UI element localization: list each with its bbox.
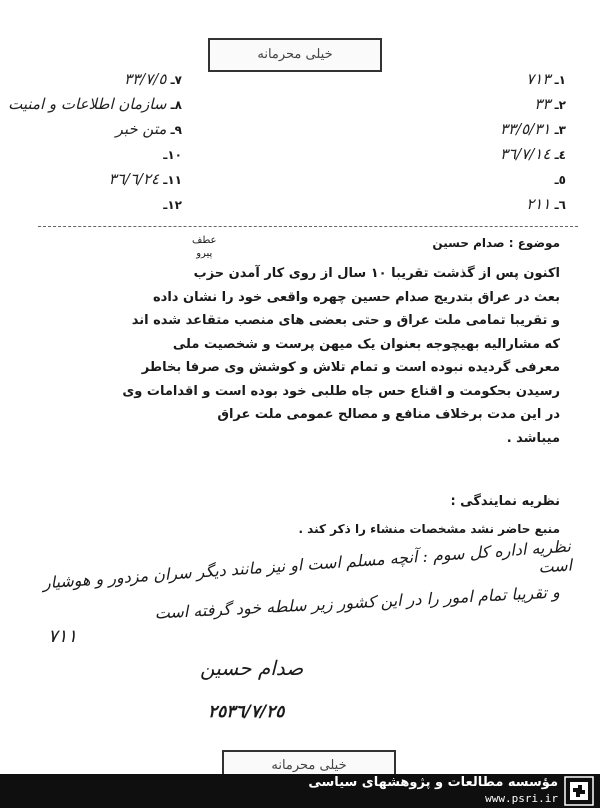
list-value: ٧١٣ [526, 70, 551, 88]
list-item: ٢ـ ٣٣ [534, 95, 566, 113]
institute-logo-icon [564, 776, 594, 806]
comment-title: نظریه نمایندگی : [450, 494, 560, 509]
list-number: ١٢ [167, 198, 182, 212]
subject-line: موضوع : صدام حسین [432, 236, 560, 250]
report-body [60, 262, 560, 450]
list-number: ١٠ [167, 148, 182, 162]
handwritten-comment-line: و تقریبا تمام امور را در این کشور زیر سلطه خود گرفته است [154, 582, 561, 623]
list-item: ٣ـ ٣٣/٥/٣١ [500, 120, 566, 138]
list-value: ٣٣/٥/٣١ [500, 120, 551, 138]
list-value: ٣٣ [534, 95, 551, 113]
list-number: ٥ [558, 173, 566, 187]
followup-line: پیرو [196, 248, 213, 259]
body-line: معرفی گردیده نبوده است و تمام تلاش و کوشش وی صرفا بخاطر [141, 360, 560, 375]
footer-bar [0, 774, 600, 808]
list-value: ٣٦/٦/٢٤ [108, 170, 160, 188]
list-item: ١٢ـ [163, 198, 182, 212]
list-number: ٩ [174, 123, 182, 137]
body-line: و تقریبا تمامی ملت عراق و حتی بعضی های منصب متقاعد شده اند [131, 313, 560, 328]
list-value: ٢١١ [526, 195, 551, 213]
body-line: اکنون پس از گذشت تقریبا ١٠ سال از روی کار آمدن حزب [193, 266, 560, 281]
list-item: ١ـ ٧١٣ [526, 70, 566, 88]
list-item: ٩ـ متن خبر [115, 120, 182, 138]
list-item: ٨ـ سازمان اطلاعات و امنیت [8, 95, 182, 113]
body-line: که مشارالیه بهیچوجه بعنوان یک میهن پرست و شخصیت ملی [172, 336, 560, 352]
handwritten-date: ٢٥٣٦/٧/٢٥ [208, 702, 285, 722]
list-number: ٢ [558, 98, 566, 112]
list-number: ٧ [174, 73, 182, 87]
body-line: بعث در عراق بتدریج صدام حسین چهره واقعی خود را نشان داده [153, 289, 560, 305]
list-number: ٦ [558, 198, 566, 212]
list-number: ٤ [558, 148, 566, 162]
body-line: میباشد . [506, 430, 560, 446]
handwritten-comment-line: نظریه اداره کل سوم : آنچه مسلم است او نیز مانند دیگر سران مزدور و هوشیار است [42, 536, 573, 593]
classification-stamp-bottom: خیلی محرمانه [222, 750, 396, 782]
list-number: ٨ [174, 98, 182, 112]
body-line: در این مدت برخلاف منافع و مصالح عمومی ملت عراق [217, 407, 560, 422]
institute-name: مؤسسه مطالعات و پژوهشهای سیاسی [308, 775, 558, 790]
handwritten-number: ٧١١ [48, 626, 78, 647]
institute-url: www.psri.ir [485, 792, 558, 805]
list-item: ٤ـ ٣٦/٧/١٤ [500, 145, 566, 163]
header-divider [38, 226, 578, 227]
list-value: ٣٦/٧/١٤ [500, 145, 551, 163]
list-item: ٥ـ [554, 173, 566, 187]
reference-line: عطف [192, 235, 217, 246]
body-line: رسیدن بحکومت و اقناع حس جاه طلبی خود بوده است و اقدامات وی [122, 383, 560, 399]
list-number: ١ [558, 73, 566, 87]
reference-note [192, 234, 217, 260]
list-value: ٣٣/٧/٥ [124, 70, 167, 88]
list-item: ٧ـ ٣٣/٧/٥ [124, 70, 182, 88]
list-value: متن خبر [115, 120, 167, 138]
list-item: ٦ـ ٢١١ [526, 195, 566, 213]
source-note: منبع حاضر نشد مشخصات منشاء را ذکر کند . [298, 522, 560, 536]
list-item: ١١ـ ٣٦/٦/٢٤ [108, 170, 182, 188]
list-number: ٣ [558, 123, 566, 137]
list-value: سازمان اطلاعات و امنیت [8, 95, 167, 113]
list-item: ١٠ـ [163, 148, 182, 162]
list-number: ١١ [167, 173, 182, 187]
classification-stamp-top: خیلی محرمانه [208, 38, 382, 72]
handwritten-signature: صدام حسین [200, 656, 304, 680]
